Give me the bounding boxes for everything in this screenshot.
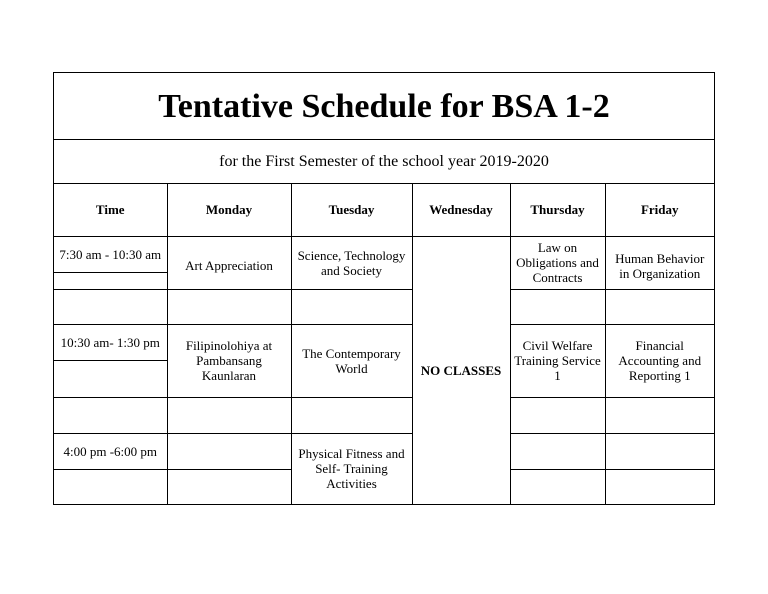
header-monday: Monday [167,183,291,236]
time-slot-3: 4:00 pm -6:00 pm [54,433,167,469]
time-cell-empty [54,360,167,397]
table-row [54,289,714,324]
table-row [54,433,714,469]
cell-empty [291,397,412,433]
header-row [54,183,714,236]
cell-empty [605,397,714,433]
cell-empty [510,397,605,433]
table-row [54,397,714,433]
cell-empty [510,469,605,504]
cell-empty [167,289,291,324]
cell-friday-2: Financial Accounting and Reporting 1 [605,324,714,397]
document-subtitle: for the First Semester of the school year 2019-2020 [54,140,714,184]
cell-empty [605,469,714,504]
header-thursday: Thursday [510,183,605,236]
header-tuesday: Tuesday [291,183,412,236]
schedule-table [54,183,714,505]
time-cell-empty [54,272,167,289]
cell-tuesday-1: Science, Technology and Society [291,236,412,289]
time-slot-1: 7:30 am - 10:30 am [54,236,167,272]
header-wednesday: Wednesday [412,183,510,236]
time-cell-empty [54,469,167,504]
cell-monday-2: Filipinolohiya at Pambansang Kaunlaran [167,324,291,397]
cell-empty [605,433,714,469]
cell-empty [510,289,605,324]
table-row [54,324,714,360]
cell-empty [605,289,714,324]
header-friday: Friday [605,183,714,236]
cell-friday-1: Human Behavior in Organization [605,236,714,289]
time-cell-empty [54,289,167,324]
cell-empty [510,433,605,469]
table-row [54,236,714,272]
cell-tuesday-3: Physical Fitness and Self- Training Activities [291,433,412,504]
header-time: Time [54,183,167,236]
cell-tuesday-2: The Contemporary World [291,324,412,397]
cell-empty [167,433,291,469]
time-cell-empty [54,397,167,433]
time-slot-2: 10:30 am- 1:30 pm [54,324,167,360]
cell-empty [167,397,291,433]
cell-monday-1: Art Appreciation [167,236,291,289]
schedule-document [53,72,715,505]
cell-thursday-1: Law on Obligations and Contracts [510,236,605,289]
cell-wednesday-no-classes: NO CLASSES [412,236,510,504]
cell-empty [167,469,291,504]
cell-thursday-2: Civil Welfare Training Service 1 [510,324,605,397]
cell-empty [291,289,412,324]
document-title: Tentative Schedule for BSA 1-2 [54,73,714,140]
